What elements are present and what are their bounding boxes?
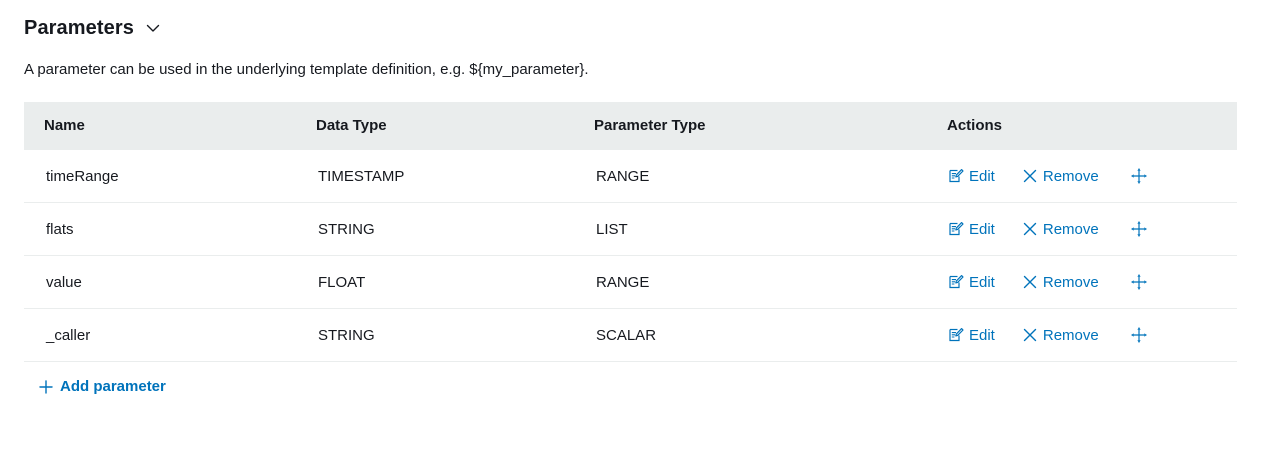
remove-button[interactable] [1021, 167, 1099, 185]
section-header [24, 0, 1237, 46]
drag-move-icon[interactable] [1129, 325, 1149, 345]
cell-data-type: TIMESTAMP [296, 150, 574, 203]
row-actions [947, 272, 1237, 292]
section-description: A parameter can be used in the underlying template definition, e.g. ${my_parameter}. [24, 61, 589, 78]
table-body [24, 150, 1237, 362]
cell-name: _caller [24, 309, 296, 362]
table-row [24, 309, 1237, 362]
cell-actions [927, 309, 1237, 362]
cell-data-type: STRING [296, 309, 574, 362]
remove-button[interactable] [1021, 273, 1099, 291]
remove-label: Remove [1042, 326, 1099, 344]
cell-data-type: STRING [296, 203, 574, 256]
edit-pencil-icon [947, 273, 965, 291]
cell-actions [927, 150, 1237, 203]
edit-pencil-icon [947, 167, 965, 185]
edit-button[interactable] [947, 273, 995, 291]
cell-parameter-type: SCALAR [574, 309, 927, 362]
edit-label: Edit [969, 326, 995, 344]
remove-label: Remove [1042, 220, 1099, 238]
edit-label: Edit [969, 167, 995, 185]
add-parameter-button[interactable] [38, 378, 166, 395]
plus-icon [38, 379, 54, 395]
row-actions [947, 166, 1237, 186]
remove-button[interactable] [1021, 220, 1099, 238]
edit-button[interactable] [947, 326, 995, 344]
cell-name: flats [24, 203, 296, 256]
row-actions [947, 325, 1237, 345]
cell-name: timeRange [24, 150, 296, 203]
page-title: Parameters [24, 16, 134, 39]
drag-move-icon[interactable] [1129, 166, 1149, 186]
cell-parameter-type: LIST [574, 203, 927, 256]
edit-button[interactable] [947, 220, 995, 238]
cell-parameter-type: RANGE [574, 256, 927, 309]
drag-move-icon[interactable] [1129, 219, 1149, 239]
row-actions [947, 219, 1237, 239]
edit-label: Edit [969, 273, 995, 291]
add-parameter-label: Add parameter [60, 378, 166, 395]
close-x-icon [1021, 273, 1039, 291]
close-x-icon [1021, 326, 1039, 344]
table-header [24, 102, 1237, 150]
edit-pencil-icon [947, 220, 965, 238]
column-header-actions: Actions [927, 102, 1237, 150]
close-x-icon [1021, 220, 1039, 238]
table-row [24, 256, 1237, 309]
column-header-data-type: Data Type [296, 102, 574, 150]
drag-move-icon[interactable] [1129, 272, 1149, 292]
cell-data-type: FLOAT [296, 256, 574, 309]
table-row [24, 203, 1237, 256]
close-x-icon [1021, 167, 1039, 185]
parameters-table [24, 102, 1237, 362]
parameters-table-wrapper [24, 102, 1237, 362]
cell-parameter-type: RANGE [574, 150, 927, 203]
cell-actions [927, 203, 1237, 256]
remove-label: Remove [1042, 167, 1099, 185]
add-parameter-row [24, 378, 1237, 400]
remove-button[interactable] [1021, 326, 1099, 344]
edit-button[interactable] [947, 167, 995, 185]
column-header-name: Name [24, 102, 296, 150]
edit-pencil-icon [947, 326, 965, 344]
table-row [24, 150, 1237, 203]
chevron-down-icon[interactable] [144, 19, 162, 37]
edit-label: Edit [969, 220, 995, 238]
cell-actions [927, 256, 1237, 309]
cell-name: value [24, 256, 296, 309]
table-header-row [24, 102, 1237, 150]
remove-label: Remove [1042, 273, 1099, 291]
column-header-parameter-type: Parameter Type [574, 102, 927, 150]
